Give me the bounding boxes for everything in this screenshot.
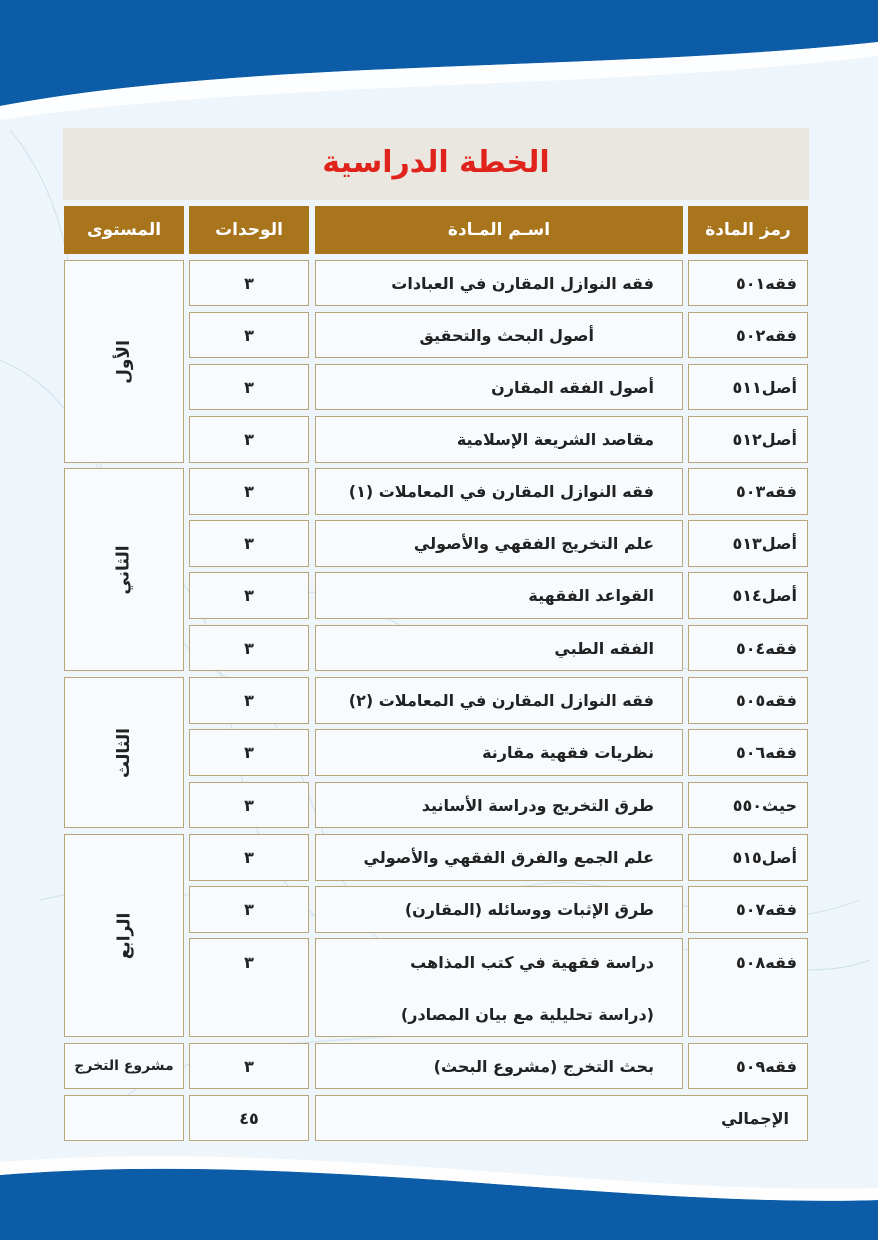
level-label-3: الثالث (114, 727, 135, 778)
course-name: علم الجمع والفرق الفقهي والأصولي (315, 834, 683, 881)
course-code: فقه٥٠٤ (688, 625, 808, 671)
course-units: ٣ (189, 677, 309, 724)
header-units: الوحدات (189, 206, 309, 254)
header-code: رمز المادة (688, 206, 808, 254)
course-code: فقه٥٠٧ (688, 886, 808, 933)
course-units: ٣ (189, 886, 309, 933)
course-code: فقه٥٠٥ (688, 677, 808, 724)
course-code: أصل٥١٣ (688, 520, 808, 567)
course-units: ٣ (189, 729, 309, 776)
total-level-empty (64, 1095, 184, 1141)
course-units: ٣ (189, 364, 309, 410)
course-name: القواعد الفقهية (315, 572, 683, 619)
course-name: أصول الفقه المقارن (315, 364, 683, 410)
level-label-2: الثاني (114, 544, 134, 595)
course-name: فقه النوازل المقارن في المعاملات (١) (315, 468, 683, 515)
course-units: ٣ (189, 938, 309, 1037)
course-units: ٣ (189, 312, 309, 358)
course-code: أصل٥١٢ (688, 416, 808, 463)
course-name-line-1: دراسة فقهية في كتب المذاهب (410, 953, 654, 972)
course-name: مقاصد الشريعة الإسلامية (315, 416, 683, 463)
course-units: ٣ (189, 416, 309, 463)
course-units: ٣ (189, 834, 309, 881)
course-name: أصول البحث والتحقيق (315, 312, 683, 358)
course-units: ٣ (189, 782, 309, 828)
course-name-line-2: (دراسة تحليلية مع بيان المصادر) (400, 1005, 654, 1024)
course-name (315, 938, 683, 1037)
level-cell-1 (64, 260, 184, 463)
course-code: أصل٥١١ (688, 364, 808, 410)
course-name: طرق الإثبات ووسائله (المقارن) (315, 886, 683, 933)
header-name: اسـم المـادة (315, 206, 683, 254)
course-code: أصل٥١٥ (688, 834, 808, 881)
course-code: فقه٥٠٩ (688, 1043, 808, 1089)
level-cell-5: مشروع التخرج (64, 1043, 184, 1089)
course-code: فقه٥٠٨ (688, 938, 808, 1037)
level-label-4: الرابع (114, 912, 135, 959)
course-code: فقه٥٠٦ (688, 729, 808, 776)
course-name: فقه النوازل المقارن في العبادات (315, 260, 683, 306)
course-name: فقه النوازل المقارن في المعاملات (٢) (315, 677, 683, 724)
course-name: بحث التخرج (مشروع البحث) (315, 1043, 683, 1089)
level-cell-2 (64, 468, 184, 671)
total-label: الإجمالي (315, 1095, 808, 1141)
course-units: ٣ (189, 1043, 309, 1089)
course-code: أصل٥١٤ (688, 572, 808, 619)
course-name: علم التخريج الفقهي والأصولي (315, 520, 683, 567)
course-code: فقه٥٠٢ (688, 312, 808, 358)
level-cell-3 (64, 677, 184, 828)
course-name: نظريات فقهية مقارنة (315, 729, 683, 776)
course-name: الفقه الطبي (315, 625, 683, 671)
course-code: فقه٥٠٣ (688, 468, 808, 515)
course-units: ٣ (189, 625, 309, 671)
course-units: ٣ (189, 520, 309, 567)
total-units: ٤٥ (189, 1095, 309, 1141)
course-units: ٣ (189, 572, 309, 619)
level-label-1: الأول (114, 339, 134, 384)
course-units: ٣ (189, 468, 309, 515)
page-title: الخطة الدراسية (322, 145, 550, 180)
level-cell-4 (64, 834, 184, 1037)
course-name: طرق التخريج ودراسة الأسانيد (315, 782, 683, 828)
header-level: المستوى (64, 206, 184, 254)
course-units: ٣ (189, 260, 309, 306)
course-code: حيث٥٥٠ (688, 782, 808, 828)
course-code: فقه٥٠١ (688, 260, 808, 306)
